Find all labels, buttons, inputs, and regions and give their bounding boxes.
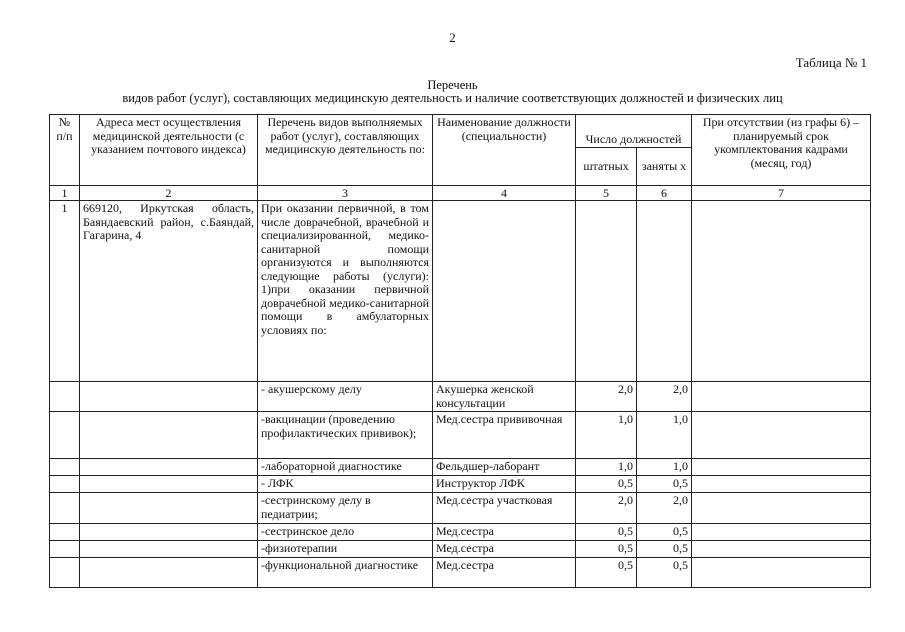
row-number [50, 493, 80, 524]
row-staff [576, 201, 637, 382]
header-works: Перечень видов выполняемых работ (услуг), составляющих медицинскую деятельность по: [258, 115, 433, 186]
row-absent [692, 524, 871, 541]
col-number: 1 [50, 186, 80, 201]
row-position: Мед.сестра [433, 524, 576, 541]
row-works-intro: При оказании первичной, в том числе доврачебной, врачебной и специализированной, медико-санитарной помощи организуются и выполняются следующие работы (услуги): 1)при оказании первичной доврачебной медико-санитарной помощи в амбулаторных условиях по: [258, 201, 433, 382]
row-occupied: 0,5 [637, 558, 692, 588]
row-work: -сестринское дело [258, 524, 433, 541]
document-title [0, 79, 905, 105]
row-occupied: 2,0 [637, 493, 692, 524]
row-absent [692, 541, 871, 558]
col-number: 5 [576, 186, 637, 201]
col-number: 4 [433, 186, 576, 201]
row-absent [692, 476, 871, 493]
row-position [433, 201, 576, 382]
row-number: 1 [50, 201, 80, 382]
row-position: Мед.сестра прививочная [433, 412, 576, 459]
header-row [50, 115, 871, 148]
row-absent [692, 412, 871, 459]
row-number [50, 459, 80, 476]
row-occupied: 0,5 [637, 541, 692, 558]
row-staff: 2,0 [576, 493, 637, 524]
row-occupied: 0,5 [637, 524, 692, 541]
header-no: № п/п [50, 115, 80, 186]
row-absent [692, 558, 871, 588]
row-absent [692, 201, 871, 382]
row-occupied: 2,0 [637, 382, 692, 412]
table-row [50, 382, 871, 412]
row-occupied [637, 201, 692, 382]
row-staff: 0,5 [576, 541, 637, 558]
column-numbers-row [50, 186, 871, 201]
row-number [50, 541, 80, 558]
row-staff: 0,5 [576, 558, 637, 588]
row-staff: 1,0 [576, 459, 637, 476]
row-staff: 0,5 [576, 476, 637, 493]
row-work: -сестринскому делу в педиатрии; [258, 493, 433, 524]
header-staff: штатных [576, 148, 637, 186]
row-address [80, 459, 258, 476]
table-row [50, 493, 871, 524]
table-row [50, 201, 871, 382]
header-address: Адреса мест осуществления медицинской деятельности (с указанием почтового индекса) [80, 115, 258, 186]
row-position: Инструктор ЛФК [433, 476, 576, 493]
row-absent [692, 459, 871, 476]
registry-table [49, 114, 871, 588]
row-staff: 2,0 [576, 382, 637, 412]
row-occupied: 1,0 [637, 412, 692, 459]
row-position: Мед.сестра участковая [433, 493, 576, 524]
row-number [50, 476, 80, 493]
table-label: Таблица № 1 [795, 55, 867, 70]
title-line-2: видов работ (услуг), составляющих медицинскую деятельность и наличие соответствующих должностей и физических лиц [122, 91, 783, 105]
row-position: Фельдшер-лаборант [433, 459, 576, 476]
table-row [50, 476, 871, 493]
row-work: -физиотерапии [258, 541, 433, 558]
row-absent [692, 382, 871, 412]
row-number [50, 558, 80, 588]
row-work: - ЛФК [258, 476, 433, 493]
row-staff: 1,0 [576, 412, 637, 459]
row-position: Мед.сестра [433, 558, 576, 588]
row-address [80, 382, 258, 412]
row-work: -функциональной диагностике [258, 558, 433, 588]
row-address [80, 476, 258, 493]
row-number [50, 412, 80, 459]
table-row [50, 541, 871, 558]
header-occupied: заняты х [637, 148, 692, 186]
title-line-1: Перечень [427, 78, 478, 92]
row-staff: 0,5 [576, 524, 637, 541]
row-occupied: 1,0 [637, 459, 692, 476]
row-address [80, 524, 258, 541]
row-position: Акушерка женской консультации [433, 382, 576, 412]
table-row [50, 459, 871, 476]
col-number: 6 [637, 186, 692, 201]
col-number: 2 [80, 186, 258, 201]
row-address [80, 541, 258, 558]
row-address [80, 493, 258, 524]
table-row [50, 558, 871, 588]
row-number [50, 524, 80, 541]
row-work: - акушерскому делу [258, 382, 433, 412]
row-address: 669120, Иркутская область, Баяндаевский район, с.Баяндай, Гагарина, 4 [80, 201, 258, 382]
row-address [80, 412, 258, 459]
header-absent: При отсутствии (из графы 6) – планируемый срок укомплектования кадрами (месяц, год) [692, 115, 871, 186]
header-count: Число должностей [576, 115, 692, 148]
row-position: Мед.сестра [433, 541, 576, 558]
col-number: 7 [692, 186, 871, 201]
table-row [50, 524, 871, 541]
col-number: 3 [258, 186, 433, 201]
row-absent [692, 493, 871, 524]
page-number: 2 [449, 30, 456, 45]
row-occupied: 0,5 [637, 476, 692, 493]
row-address [80, 558, 258, 588]
row-number [50, 382, 80, 412]
header-position: Наименование должности (специальности) [433, 115, 576, 186]
table-row [50, 412, 871, 459]
row-work: -вакцинации (проведению профилактических прививок); [258, 412, 433, 459]
row-work: -лабораторной диагностике [258, 459, 433, 476]
